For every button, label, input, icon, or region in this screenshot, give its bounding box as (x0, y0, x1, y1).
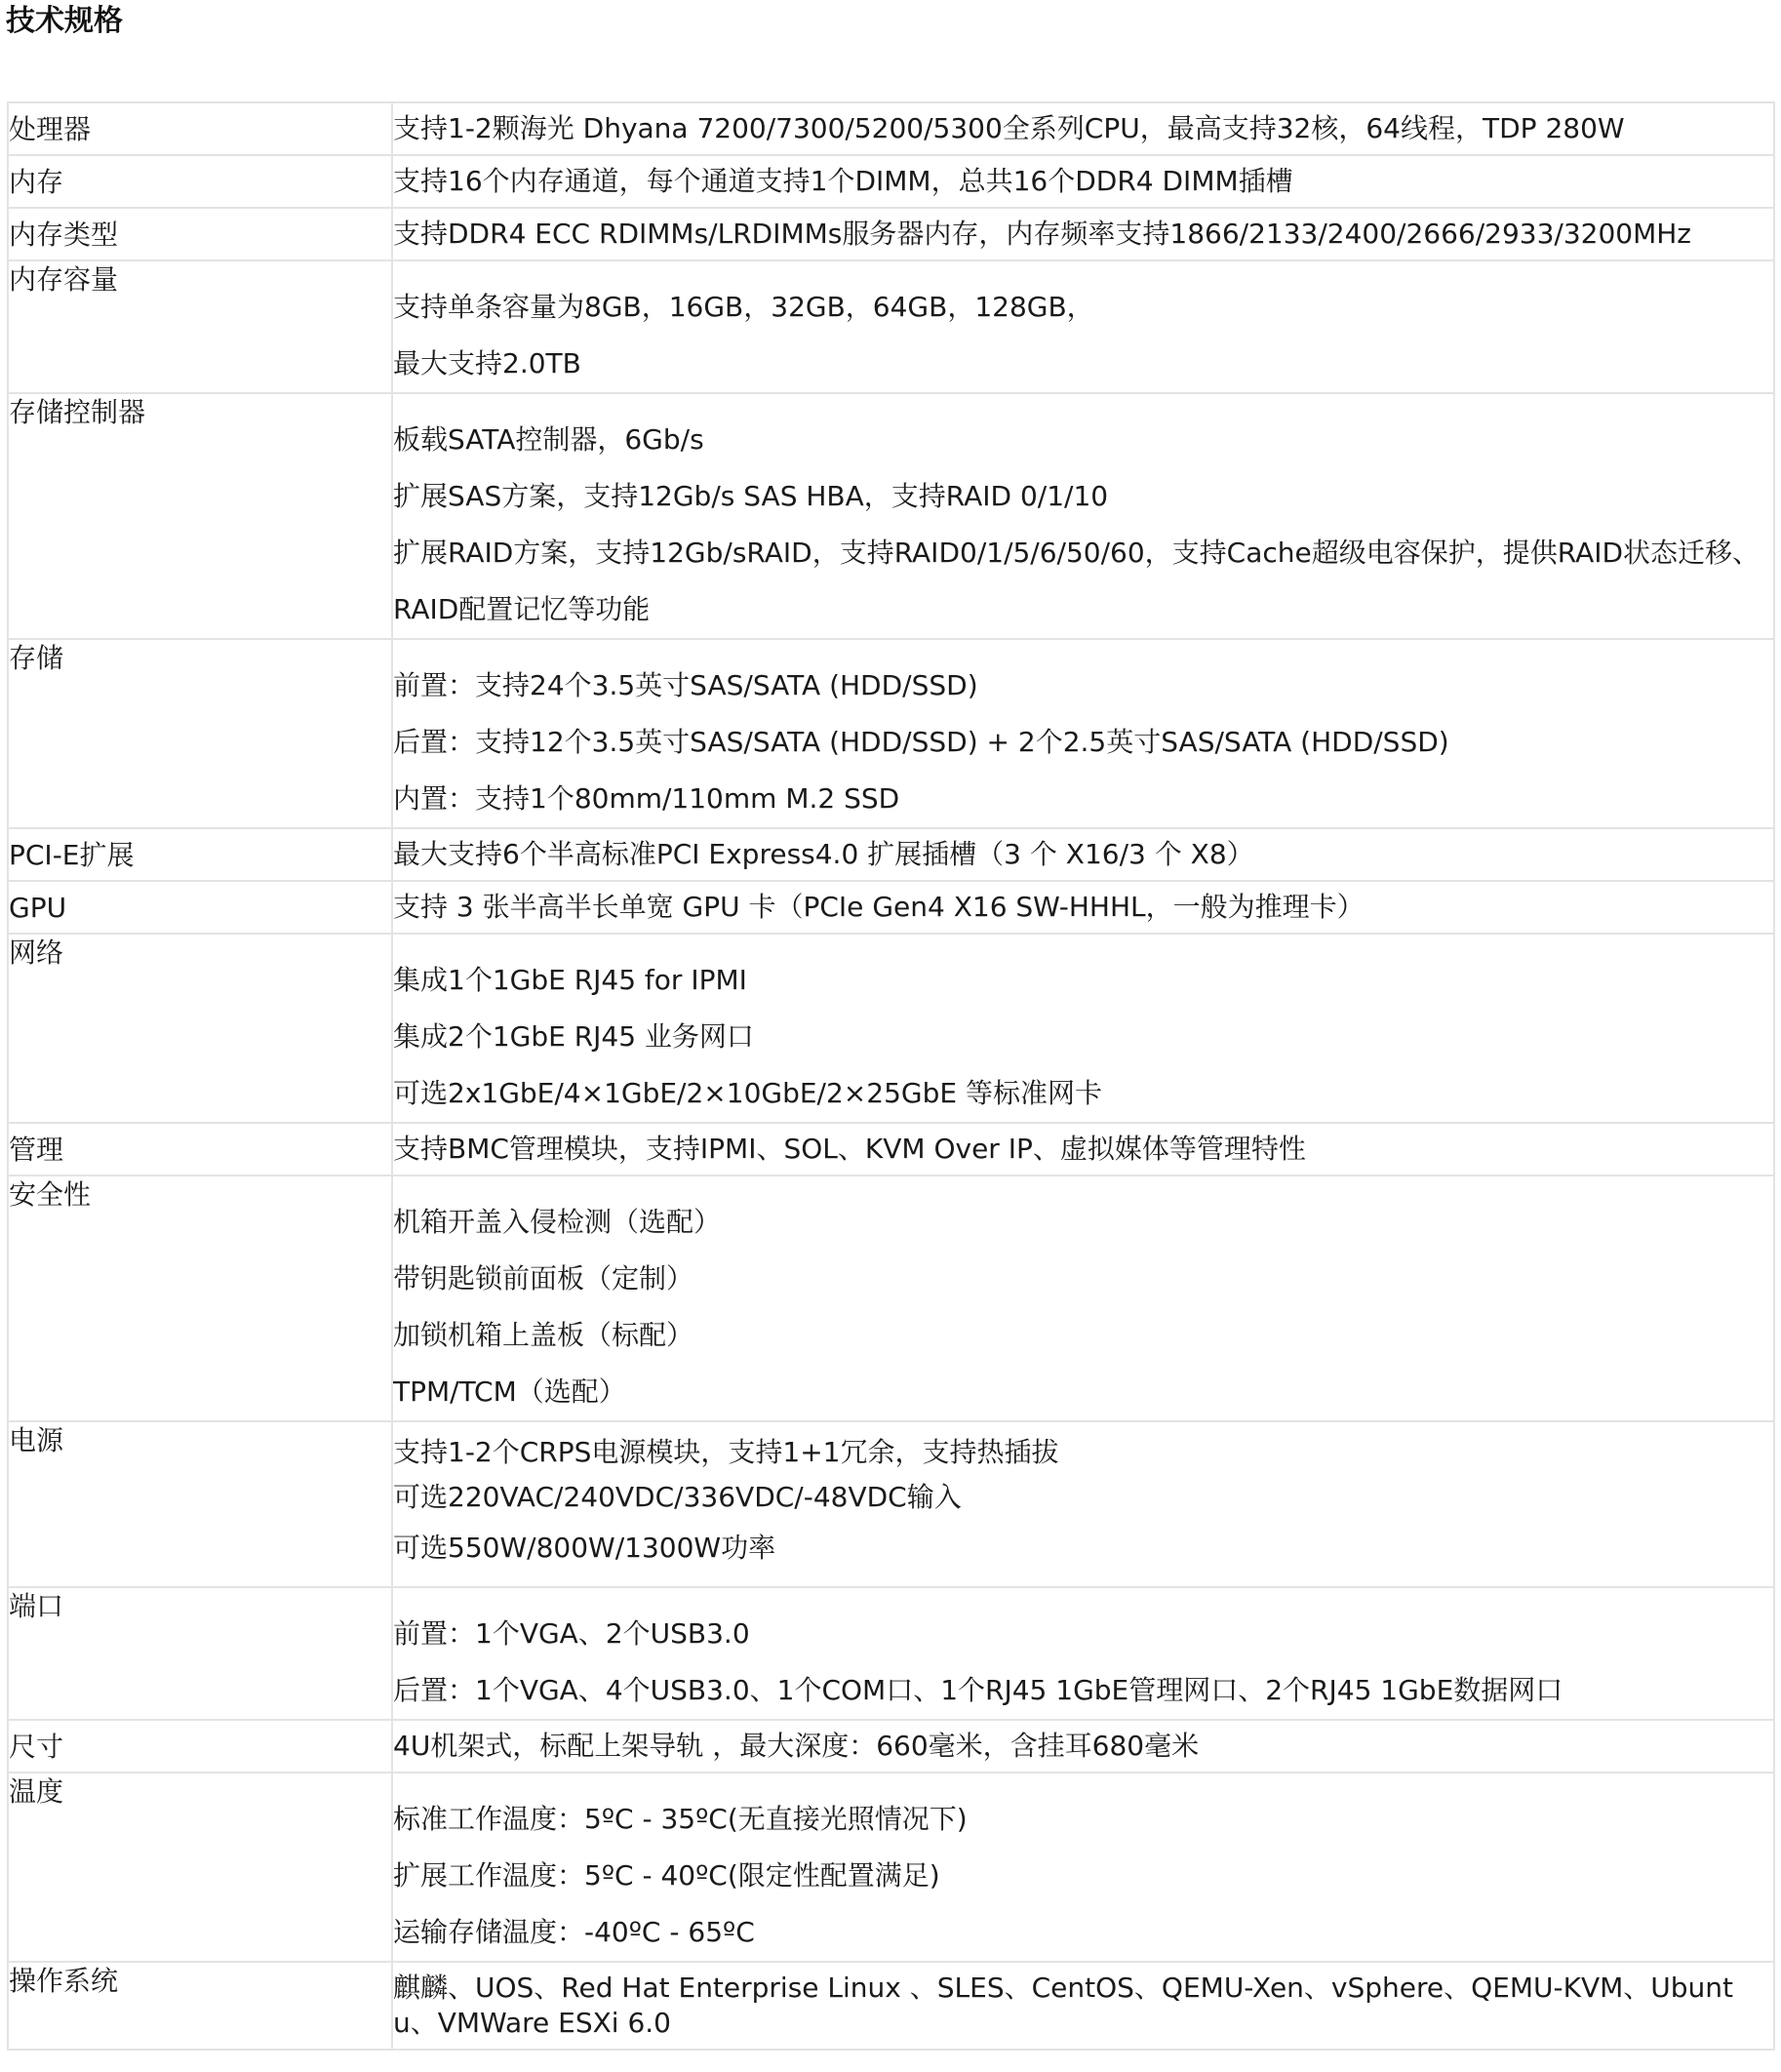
spec-label: 电源 (8, 1421, 392, 1587)
spec-label: 内存 (8, 155, 392, 208)
table-row (8, 1720, 1774, 1773)
spec-value (392, 1421, 1774, 1587)
spec-value (392, 1720, 1774, 1773)
spec-label: 内存容量 (8, 260, 392, 393)
table-row (8, 1962, 1774, 2050)
spec-label: 存储控制器 (8, 393, 392, 639)
spec-label: 温度 (8, 1773, 392, 1962)
spec-label: 存储 (8, 639, 392, 828)
spec-value (392, 1962, 1774, 2050)
spec-value (392, 260, 1774, 393)
spec-label: 尺寸 (8, 1720, 392, 1773)
spec-value (392, 102, 1774, 155)
table-row (8, 1773, 1774, 1962)
spec-value-line: 支持1-2个CRPS电源模块，支持1+1冗余，支持热插拔 (393, 1436, 1059, 1468)
spec-value (392, 828, 1774, 881)
table-row (8, 881, 1774, 934)
spec-value (392, 1175, 1774, 1421)
table-row (8, 1421, 1774, 1587)
spec-value-line: 带钥匙锁前面板（定制） (393, 1262, 694, 1295)
spec-value-line: 支持1-2颗海光 Dhyana 7200/7300/5200/5300全系列CPU，最高支持32核，64线程，TDP 280W (393, 112, 1625, 144)
spec-label: 网络 (8, 934, 392, 1123)
spec-value-line: TPM/TCM（选配） (393, 1375, 626, 1408)
spec-value-line: 内置：支持1个80mm/110mm M.2 SSD (393, 782, 900, 815)
spec-value-line: 后置：1个VGA、4个USB3.0、1个COM口、1个RJ45 1GbE管理网口、2个RJ45 1GbE数据网口 (393, 1674, 1563, 1706)
spec-value-line: 支持DDR4 ECC RDIMMs/LRDIMMs服务器内存，内存频率支持1866/2133/2400/2666/2933/3200MHz (393, 218, 1691, 250)
spec-value (392, 1773, 1774, 1962)
spec-value (392, 393, 1774, 639)
spec-value (392, 1123, 1774, 1175)
table-row (8, 828, 1774, 881)
spec-label: 安全性 (8, 1175, 392, 1421)
spec-value (392, 934, 1774, 1123)
spec-value-line: 支持16个内存通道，每个通道支持1个DIMM，总共16个DDR4 DIMM插槽 (393, 165, 1293, 197)
spec-label: 管理 (8, 1123, 392, 1175)
spec-value-line: 可选550W/800W/1300W功率 (393, 1532, 776, 1564)
table-row (8, 393, 1774, 639)
spec-value-line: 集成1个1GbE RJ45 for IPMI (393, 964, 747, 996)
spec-value-line: 可选220VAC/240VDC/336VDC/-48VDC输入 (393, 1481, 962, 1513)
spec-value (392, 881, 1774, 934)
table-row (8, 934, 1774, 1123)
spec-value-line: 最大支持6个半高标准PCI Express4.0 扩展插槽（3 个 X16/3 个 X8） (393, 838, 1254, 870)
spec-label: 端口 (8, 1587, 392, 1720)
spec-value-line: 前置：支持24个3.5英寸SAS/SATA (HDD/SSD) (393, 669, 978, 701)
page-title: 技术规格 (6, 4, 123, 38)
spec-value-line: 支持BMC管理模块，支持IPMI、SOL、KVM Over IP、虚拟媒体等管理特性 (393, 1133, 1306, 1165)
table-row (8, 102, 1774, 155)
spec-value-line: 支持单条容量为8GB，16GB，32GB，64GB，128GB， (393, 291, 1094, 323)
spec-table (7, 101, 1775, 2051)
spec-value-line: 机箱开盖入侵检测（选配） (393, 1206, 722, 1238)
table-row (8, 639, 1774, 828)
spec-value-line: 标准工作温度：5ºC - 35ºC(无直接光照情况下) (393, 1803, 968, 1835)
spec-value-line: 扩展工作温度：5ºC - 40ºC(限定性配置满足) (393, 1859, 940, 1892)
spec-value-line: 4U机架式，标配上架导轨 ，最大深度：660毫米，含挂耳680毫米 (393, 1730, 1200, 1762)
spec-value (392, 208, 1774, 260)
spec-label: 内存类型 (8, 208, 392, 260)
spec-label: PCI-E扩展 (8, 828, 392, 881)
spec-value-line: 支持 3 张半高半长单宽 GPU 卡（PCIe Gen4 X16 SW-HHHL，一般为推理卡） (393, 891, 1365, 923)
spec-value (392, 1587, 1774, 1720)
table-row (8, 1123, 1774, 1175)
spec-value-line: 麒麟、UOS、Red Hat Enterprise Linux 、SLES、CentOS、QEMU-Xen、vSphere、QEMU-KVM、Ubuntu、VMWare ESXi 6.0 (393, 1972, 1734, 2039)
spec-value-line: 加锁机箱上盖板（标配） (393, 1319, 694, 1351)
table-row (8, 260, 1774, 393)
spec-label: 处理器 (8, 102, 392, 155)
table-row (8, 155, 1774, 208)
spec-value (392, 639, 1774, 828)
spec-label: GPU (8, 881, 392, 934)
spec-value-line: 前置：1个VGA、2个USB3.0 (393, 1617, 750, 1650)
spec-value-line: 运输存储温度：-40ºC - 65ºC (393, 1916, 755, 1948)
spec-value (392, 155, 1774, 208)
spec-value-line: 最大支持2.0TB (393, 347, 581, 379)
spec-value-line: 扩展SAS方案，支持12Gb/s SAS HBA，支持RAID 0/1/10 (393, 480, 1109, 512)
table-row (8, 1175, 1774, 1421)
table-row (8, 1587, 1774, 1720)
spec-value-line: 集成2个1GbE RJ45 业务网口 (393, 1020, 754, 1053)
spec-value-line: 板载SATA控制器，6Gb/s (393, 423, 704, 456)
spec-value-line: 后置：支持12个3.5英寸SAS/SATA (HDD/SSD) + 2个2.5英寸SAS/SATA (HDD/SSD) (393, 726, 1449, 758)
spec-label: 操作系统 (8, 1962, 392, 2050)
spec-value-line: 扩展RAID方案，支持12Gb/sRAID，支持RAID0/1/5/6/50/60，支持Cache超级电容保护，提供RAID状态迁移、RAID配置记忆等功能 (393, 537, 1761, 625)
table-row (8, 208, 1774, 260)
spec-value-line: 可选2x1GbE/4×1GbE/2×10GbE/2×25GbE 等标准网卡 (393, 1077, 1102, 1109)
